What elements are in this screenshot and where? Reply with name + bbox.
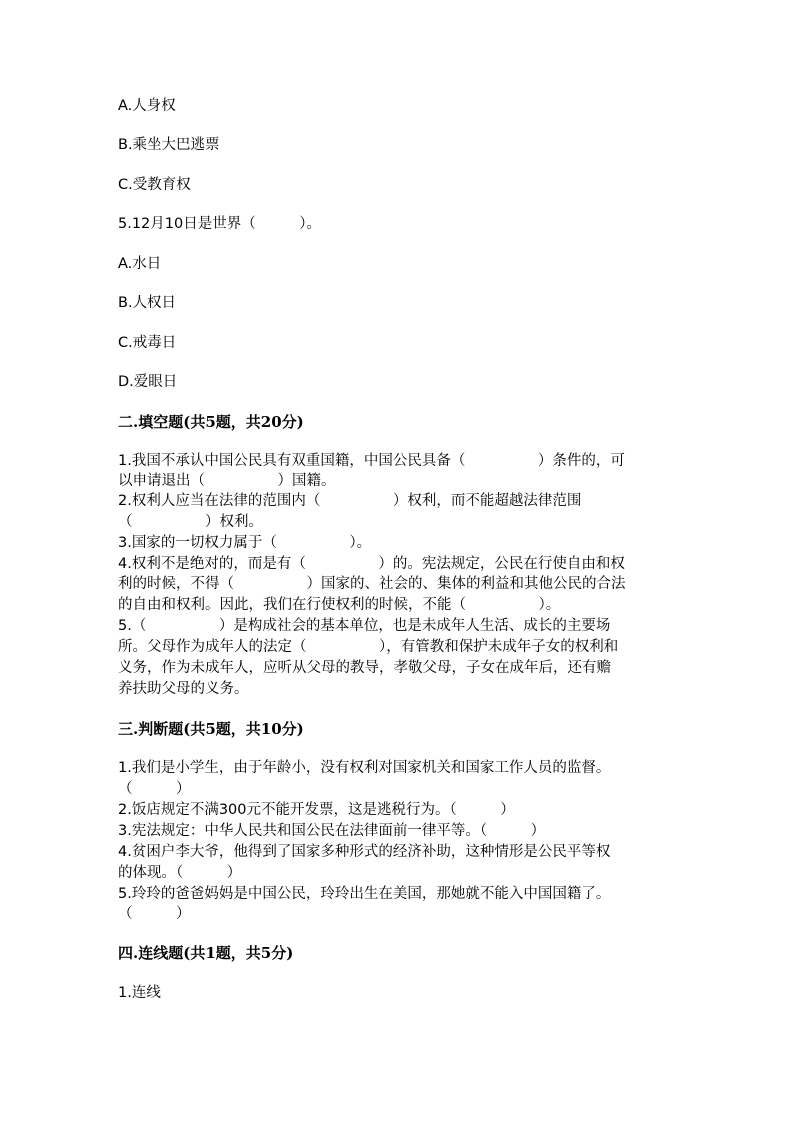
fill-question-1-line-2: 以申请退出（ ）国籍。 (118, 473, 336, 489)
fill-question-4-line-2: 利的时候，不得（ ）国家的、社会的、集体的利益和其他公民的合法 (118, 576, 626, 592)
fill-question-5-line-4: 养扶助父母的义务。 (118, 681, 249, 697)
judge-question-3: 3.宪法规定：中华人民共和国公民在法律面前一律平等。（ ） (118, 823, 546, 839)
fill-question-1-line-1: 1.我国不承认中国公民具有双重国籍，中国公民具备（ ）条件的，可 (118, 453, 625, 469)
fill-question-5-line-3: 义务，作为未成年人，应听从父母的教导，孝敬父母，子女在成年后，还有赡 (118, 660, 611, 676)
fill-question-5-line-2: 所。父母作为成年人的法定（ ），有管教和保护未成年子女的权利和 (118, 639, 619, 655)
fill-question-5-line-1: 5.（ ）是构成社会的基本单位，也是未成年人生活、成长的主要场 (118, 618, 611, 634)
option-a-water-day: A.水日 (118, 256, 162, 272)
option-a-personal-rights: A.人身权 (118, 98, 176, 114)
fill-question-2-line-2: （ ）权利。 (118, 514, 263, 530)
section-heading-matching: 四.连线题(共1题，共5分) (118, 944, 294, 962)
option-b-bus-fare-evasion: B.乘坐大巴逃票 (118, 137, 220, 153)
option-c-anti-drug-day: C.戒毒日 (118, 335, 177, 351)
option-d-eye-care-day: D.爱眼日 (118, 374, 178, 390)
section-heading-true-false: 三.判断题(共5题，共10分) (118, 720, 304, 738)
question-5-text: 5.12月10日是世界（ ）。 (118, 216, 321, 232)
fill-question-3: 3.国家的一切权力属于（ ）。 (118, 535, 372, 551)
judge-question-4-line-1: 4.贫困户李大爷，他得到了国家多种形式的经济补助，这种情形是公民平等权 (118, 844, 611, 860)
fill-question-4-line-1: 4.权利不是绝对的，而是有（ ）的。宪法规定，公民在行使自由和权 (118, 556, 625, 572)
fill-question-2-line-1: 2.权利人应当在法律的范围内（ ）权利，而不能超越法律范围 (118, 493, 582, 509)
judge-question-2: 2.饭店规定不满300元不能开发票，这是逃税行为。（ ） (118, 802, 515, 818)
section-heading-fill-blank: 二.填空题(共5题，共20分) (118, 413, 304, 431)
option-b-human-rights-day: B.人权日 (118, 295, 177, 311)
matching-question-1: 1.连线 (118, 985, 161, 1001)
judge-question-1-line-1: 1.我们是小学生，由于年龄小，没有权利对国家机关和国家工作人员的监督。 (118, 760, 611, 776)
option-c-education-right: C.受教育权 (118, 177, 191, 193)
judge-question-5-line-1: 5.玲玲的爸爸妈妈是中国公民，玲玲出生在美国，那她就不能入中国国籍了。 (118, 886, 611, 902)
judge-question-1-line-2: （ ） (118, 781, 191, 797)
judge-question-4-line-2: 的体现。（ ） (118, 865, 242, 881)
fill-question-4-line-3: 的自由和权利。因此，我们在行使权利的时候，不能（ ）。 (118, 597, 561, 613)
judge-question-5-line-2: （ ） (118, 906, 191, 922)
